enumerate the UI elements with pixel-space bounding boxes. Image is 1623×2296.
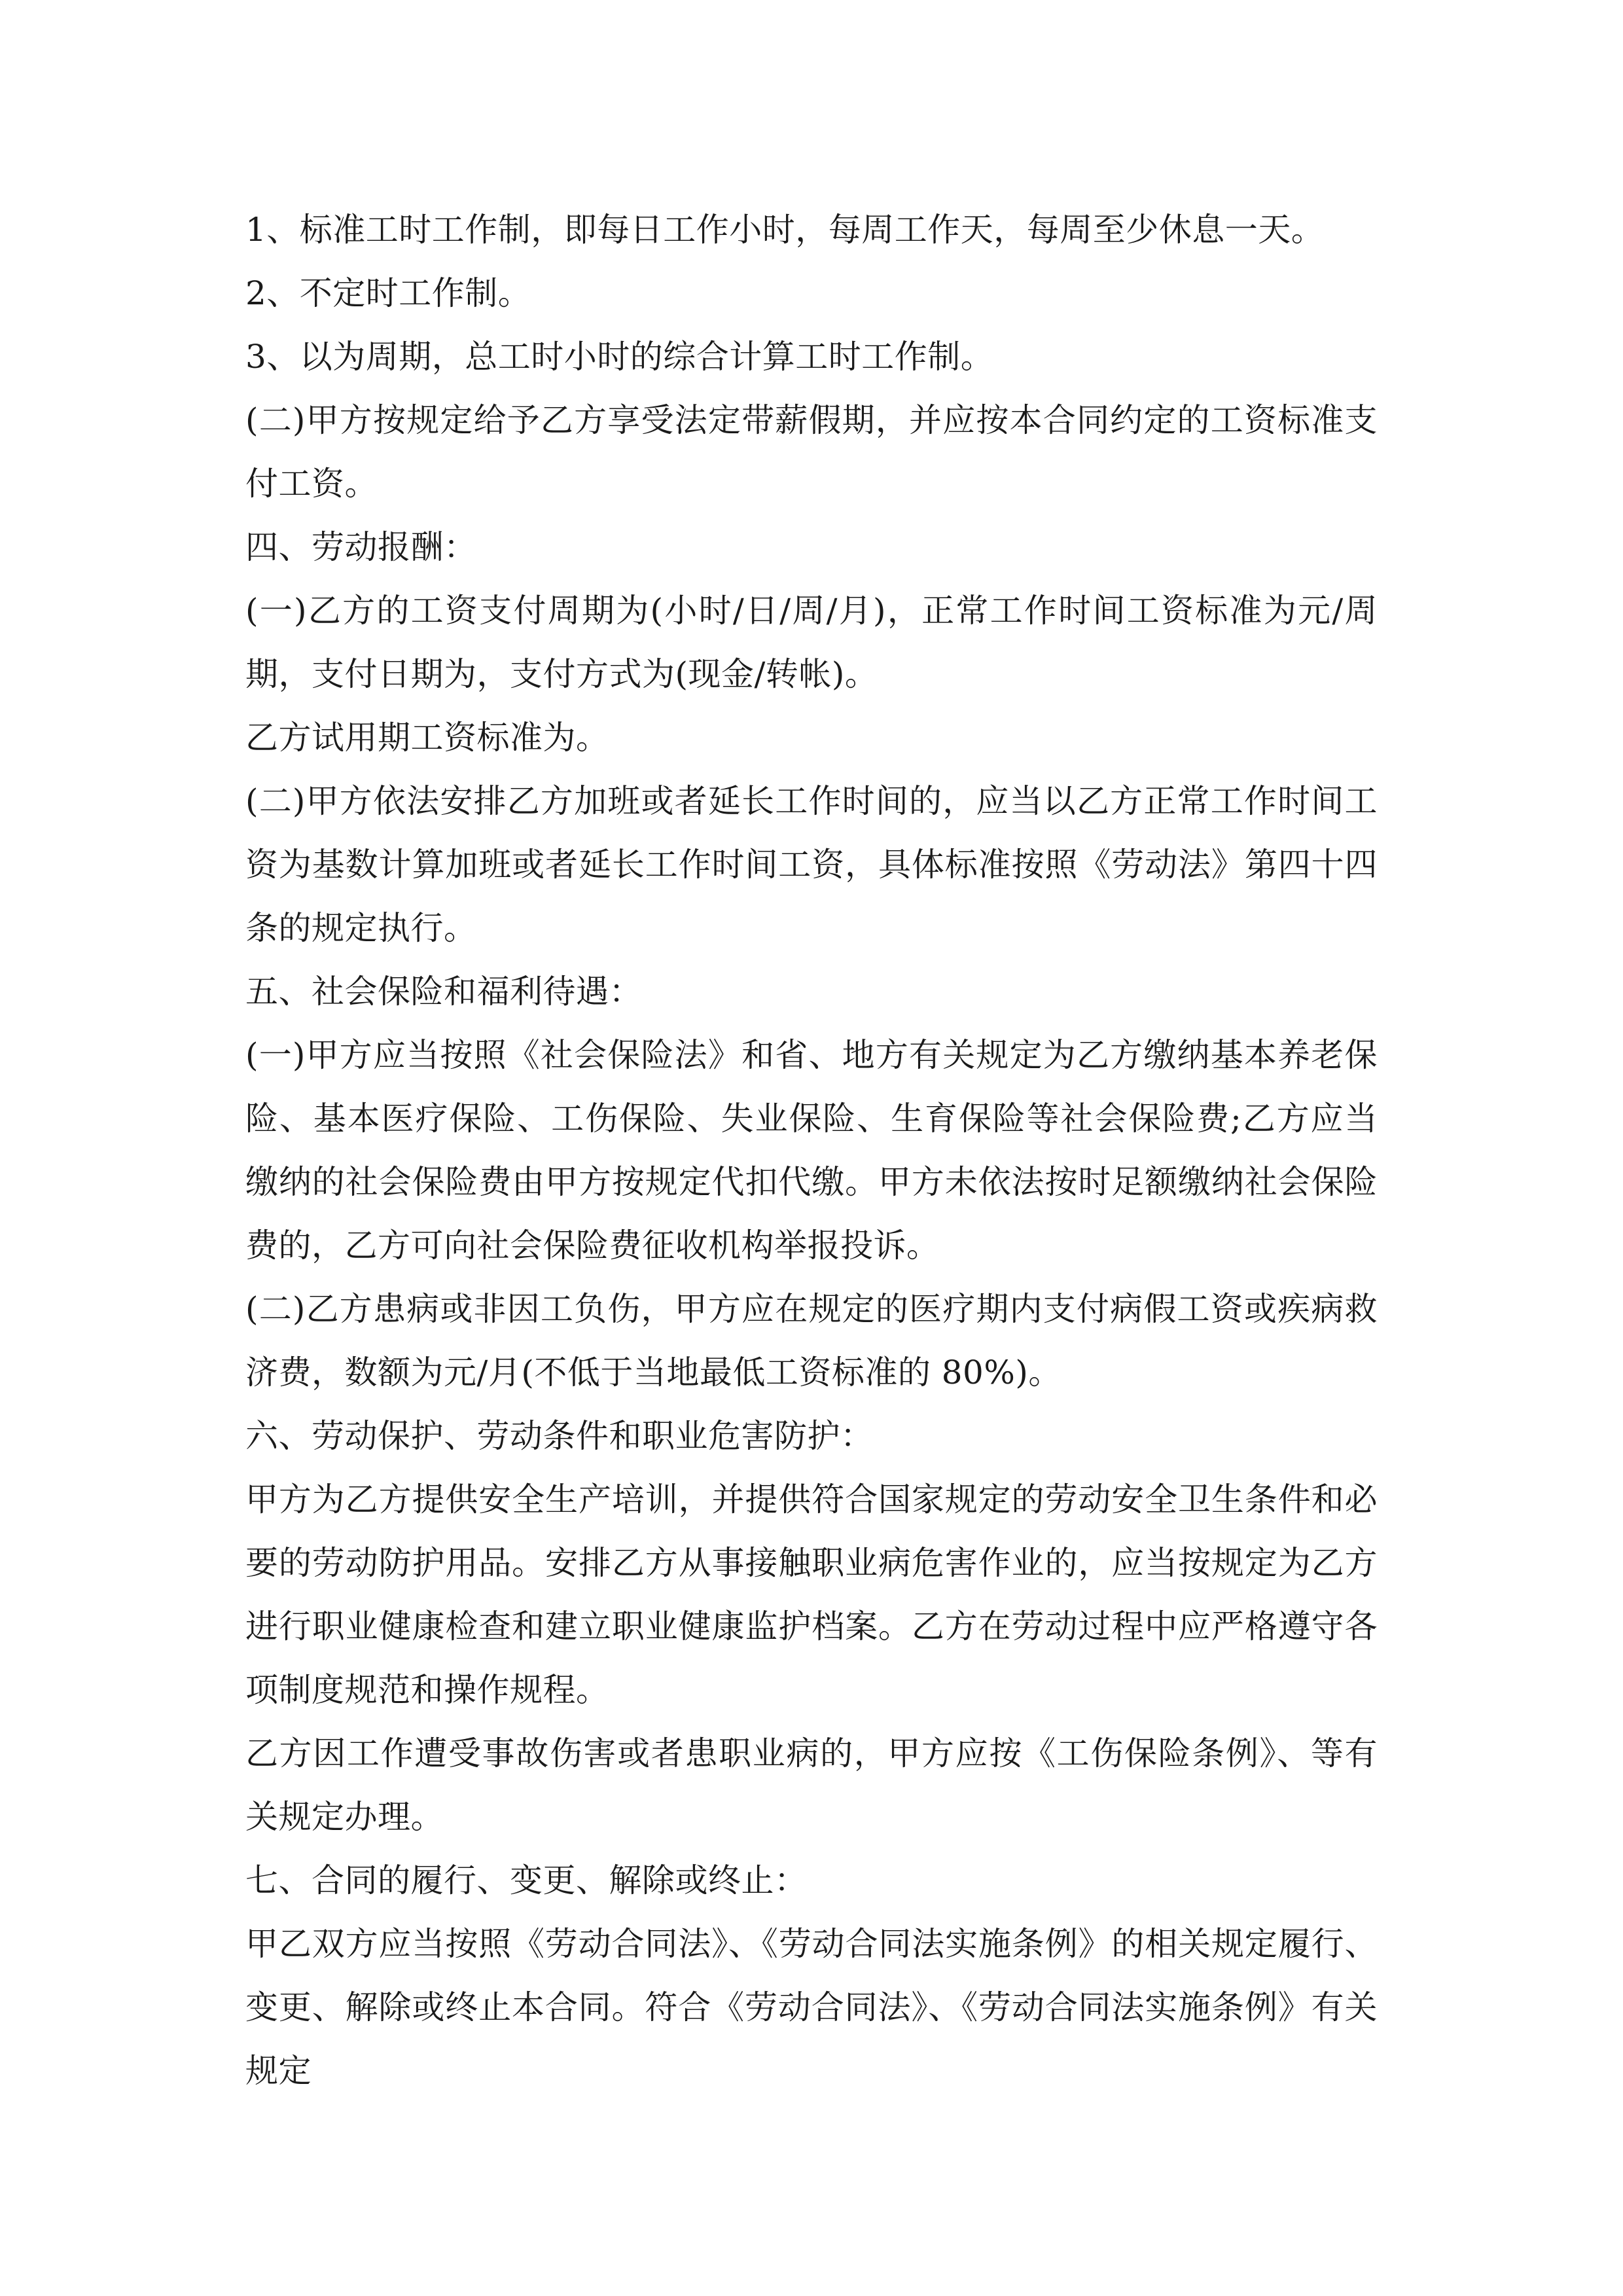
clause-standard-hours: 1、标准工时工作制，即每日工作小时，每周工作天，每周至少休息一天。 xyxy=(245,211,1325,249)
section-heading-contract-performance: 七、合同的履行、变更、解除或终止： xyxy=(245,1861,808,1899)
section-heading-labor-protection: 六、劳动保护、劳动条件和职业危害防护： xyxy=(245,1417,874,1455)
clause-sick-pay: (二)乙方患病或非因工负伤，甲方应在规定的医疗期内支付病假工资或疾病救济费，数额为元/月(不低于当地最低工资标准的 80%)。 xyxy=(245,1290,1378,1391)
clause-flexible-hours: 2、不定时工作制。 xyxy=(245,274,531,312)
section-heading-remuneration: 四、劳动报酬： xyxy=(245,528,477,566)
clause-work-injury: 乙方因工作遭受事故伤害或者患职业病的，甲方应按《工伤保险条例》、等有关规定办理。 xyxy=(245,1734,1378,1836)
clause-overtime-pay: (二)甲方依法安排乙方加班或者延长工作时间的，应当以乙方正常工作时间工资为基数计算加班或者延长工作时间工资，具体标准按照《劳动法》第四十四条的规定执行。 xyxy=(245,782,1378,947)
clause-comprehensive-hours: 3、以为周期，总工时小时的综合计算工时工作制。 xyxy=(245,338,994,376)
clause-safety-training: 甲方为乙方提供安全生产培训，并提供符合国家规定的劳动安全卫生条件和必要的劳动防护用品。安排乙方从事接触职业病危害作业的，应当按规定为乙方进行职业健康检查和建立职业健康监护档案。乙方在劳动过程中应严格遵守各项制度规范和操作规程。 xyxy=(245,1480,1378,1709)
clause-probation-wage: 乙方试用期工资标准为。 xyxy=(245,719,609,757)
clause-social-insurance: (一)甲方应当按照《社会保险法》和省、地方有关规定为乙方缴纳基本养老保险、基本医疗保险、工伤保险、失业保险、生育保险等社会保险费;乙方应当缴纳的社会保险费由甲方按规定代扣代缴。甲方未依法按时足额缴纳社会保险费的，乙方可向社会保险费征收机构举报投诉。 xyxy=(245,1036,1378,1265)
clause-contract-performance: 甲乙双方应当按照《劳动合同法》、《劳动合同法实施条例》的相关规定履行、变更、解除或终止本合同。符合《劳动合同法》、《劳动合同法实施条例》有关规定 xyxy=(245,1925,1378,2090)
section-heading-social-insurance: 五、社会保险和福利待遇： xyxy=(245,973,642,1011)
contract-body xyxy=(245,198,1378,2103)
clause-wage-payment: (一)乙方的工资支付周期为(小时/日/周/月)，正常工作时间工资标准为元/周期，支付日期为，支付方式为(现金/转帐)。 xyxy=(245,592,1378,693)
clause-paid-leave: (二)甲方按规定给予乙方享受法定带薪假期，并应按本合同约定的工资标准支付工资。 xyxy=(245,401,1378,503)
